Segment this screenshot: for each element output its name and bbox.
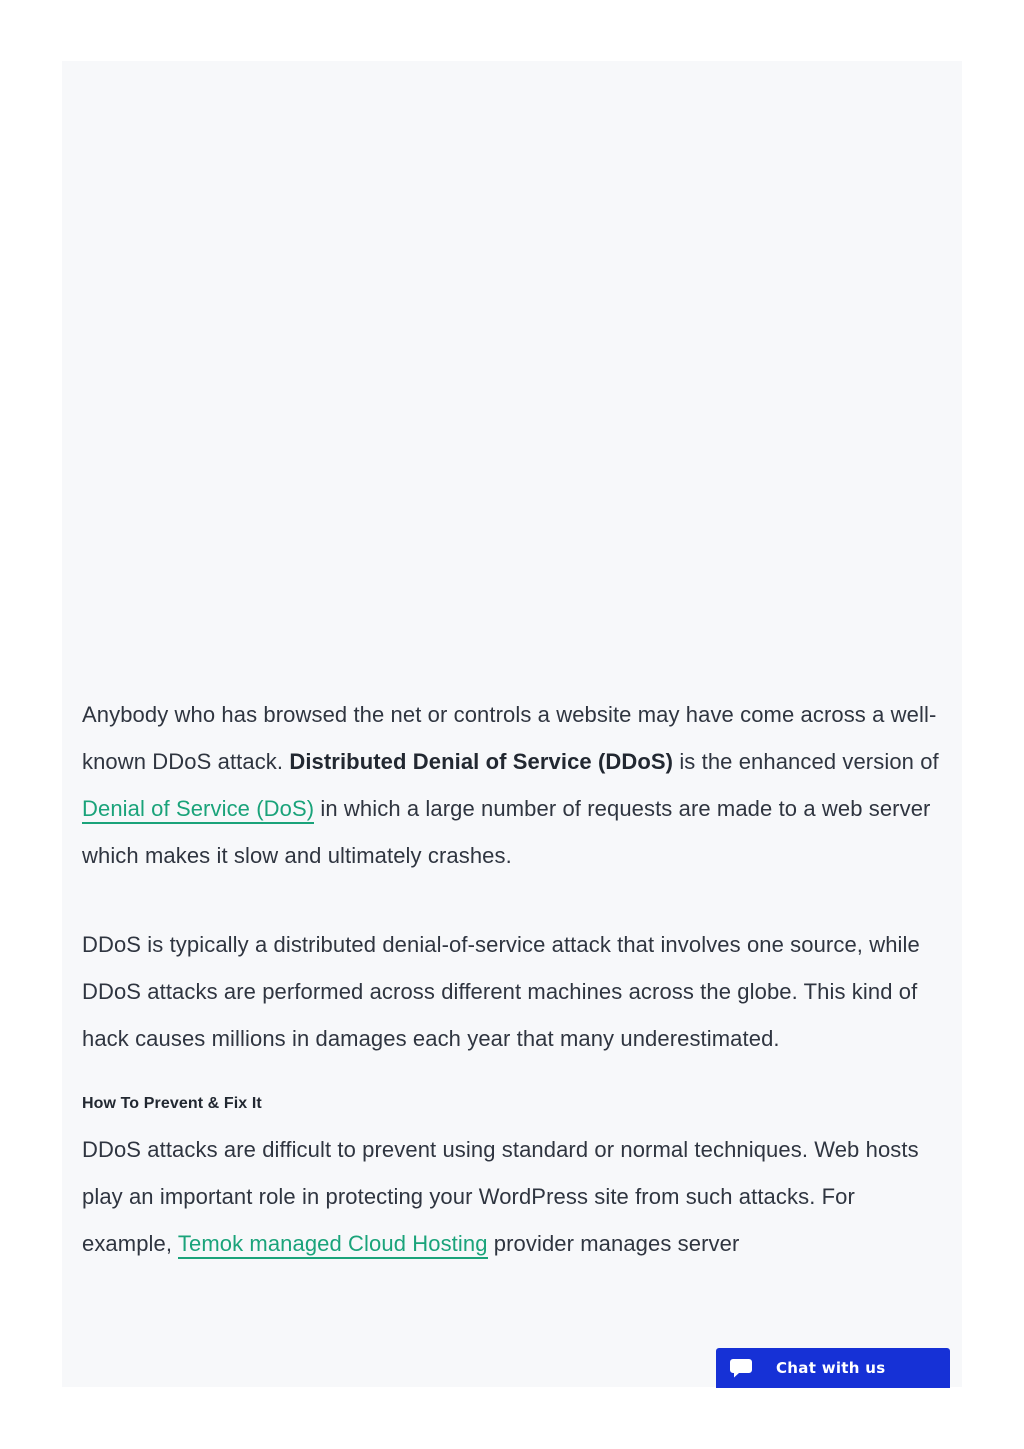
dos-link[interactable]: Denial of Service (DoS) (82, 796, 314, 824)
chat-label: Chat with us (776, 1359, 886, 1377)
article-body (62, 691, 962, 1267)
chat-widget-button[interactable] (716, 1348, 950, 1388)
intro-paragraph: Anybody who has browsed the net or controls a website may have come across a well-known DDoS attack. Distributed Denial of Service (DDoS) is the enhanced version of Denial of Service (DoS) in which a large number of requests are made to a web server which makes it slow and ultimately crashes. (82, 702, 939, 868)
cloud-hosting-link[interactable]: Temok managed Cloud Hosting (178, 1231, 488, 1259)
article-page (62, 61, 962, 1387)
image-placeholder (62, 61, 962, 691)
section-heading: How To Prevent & Fix It (82, 1095, 262, 1112)
ddos-paragraph: DDoS is typically a distributed denial-of-service attack that involves one source, while DDoS attacks are performed across different machines across the globe. This kind of hack causes millions in damages each year that many underestimated. (82, 932, 920, 1051)
ddos-definition: Distributed Denial of Service (DDoS) (289, 749, 674, 774)
prevention-paragraph: DDoS attacks are difficult to prevent using standard or normal techniques. Web hosts play an important role in protecting your WordPress site from such attacks. For example, Temok managed Cloud Hosting provider manages server (82, 1126, 942, 1267)
chat-bubble-icon (728, 1356, 754, 1380)
